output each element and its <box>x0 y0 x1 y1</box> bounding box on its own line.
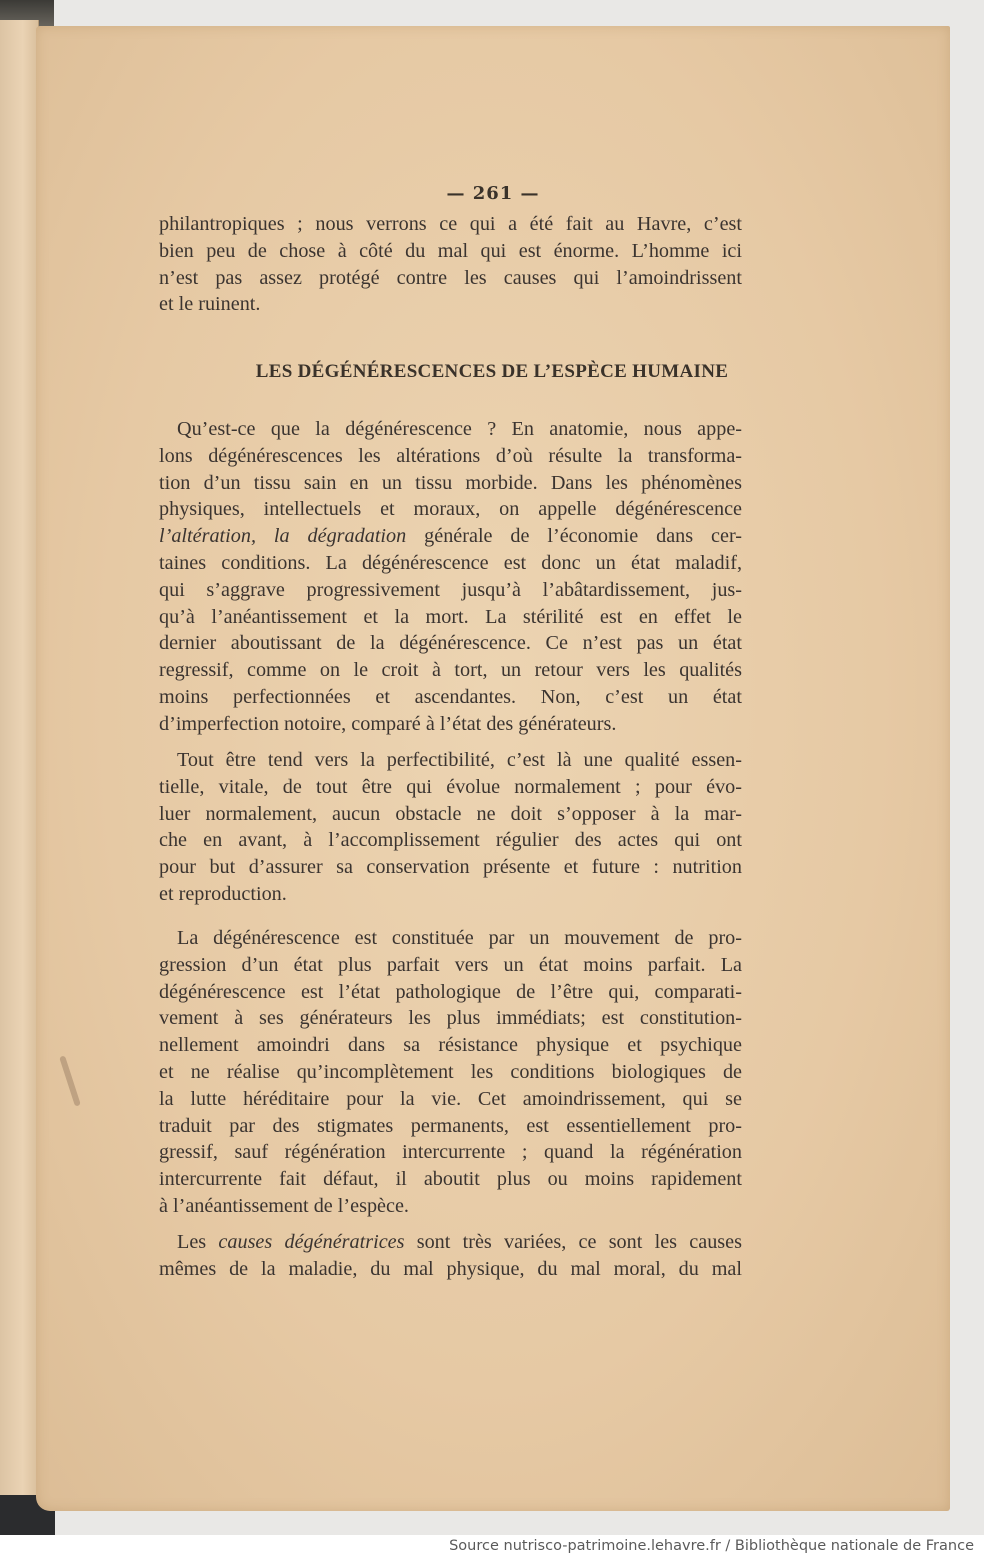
section-heading: LES DÉGÉNÉRESCENCES DE L’ESPÈCE HUMAINE <box>255 361 729 382</box>
text-line: gressif, sauf régénération intercurrente ; quand la régénération <box>159 1141 742 1164</box>
text-line: philantropiques ; nous verrons ce qui a été fait au Havre, c’est <box>159 213 742 235</box>
text-line: bien peu de chose à côté du mal qui est énorme. L’homme ici <box>159 239 742 262</box>
paragraph-causes <box>159 1229 742 1283</box>
italic-emphasis: l’altération, la dégradation <box>159 525 407 548</box>
text-line: à l’anéantissement de l’espèce. <box>159 1194 409 1217</box>
facing-page-edge <box>0 20 39 1495</box>
text-line: nellement amoindri dans sa résistance physique et psychique <box>159 1034 742 1057</box>
text-line: tion d’un tissu sain en un tissu morbide. Dans les phénomènes <box>159 471 742 494</box>
text-line: pour but d’assurer sa conservation présente et future : nutrition <box>159 856 742 879</box>
text-line: La dégénérescence est constituée par un mouvement de pro- <box>177 927 742 949</box>
text-line: gression d’un état plus parfait vers un état moins parfait. La <box>159 953 742 976</box>
text-line: n’est pas assez protégé contre les causes qui l’amoindrissent <box>159 266 742 289</box>
text-line: luer normalement, aucun obstacle ne doit s’opposer à la mar- <box>159 802 742 825</box>
text-line: qu’à l’anéantissement et la mort. La stérilité est en effet le <box>159 605 742 628</box>
text-line: traduit par des stigmates permanents, est essentiellement pro- <box>159 1114 742 1137</box>
text-line: lons dégénérescences les altérations d’où résulte la transforma- <box>159 444 742 467</box>
paragraph-progression <box>159 925 742 1220</box>
text-line: dégénérescence est l’état pathologique de l’être qui, comparati- <box>159 980 742 1003</box>
text-line: intercurrente fait défaut, il aboutit plus ou moins rapidement <box>159 1168 742 1191</box>
text-line: qui s’aggrave progressivement jusqu’à l’abâtardissement, jus- <box>159 578 742 601</box>
paragraph-intro <box>159 211 742 318</box>
text-line: la lutte héréditaire pour la vie. Cet amoindrissement, qui se <box>159 1087 742 1110</box>
text-line: Les causes dégénératrices sont très variées, ce sont les causes <box>177 1231 742 1253</box>
text-line: et ne réalise qu’incomplètement les conditions biologiques de <box>159 1060 742 1083</box>
paragraph-perfectibility <box>159 747 742 908</box>
text-line: mêmes de la maladie, du mal physique, du mal moral, du mal <box>159 1257 742 1280</box>
text-line: taines conditions. La dégénérescence est donc un état maladif, <box>159 551 742 574</box>
text-line: tielle, vitale, de tout être qui évolue normalement ; pour évo- <box>159 775 742 798</box>
text-line: et le ruinent. <box>159 293 261 316</box>
text-line: physiques, intellectuels et moraux, on appelle dégénérescence <box>159 498 742 521</box>
text-line: moins perfectionnées et ascendantes. Non, c’est un état <box>159 685 742 708</box>
text-line: dernier aboutissant de la dégénérescence. Ce n’est pas un état <box>159 632 742 655</box>
text-line: regressif, comme on le croit à tort, un retour vers les qualités <box>159 659 742 682</box>
text-line: d’imperfection notoire, comparé à l’état des générateurs. <box>159 712 617 735</box>
italic-emphasis: causes dégénératrices <box>218 1231 405 1253</box>
text-line: Qu’est-ce que la dégénérescence ? En anatomie, nous appe- <box>177 418 742 440</box>
source-credit: Source nutrisco-patrimoine.lehavre.fr / Bibliothèque nationale de France <box>449 1538 974 1554</box>
paragraph-definition <box>159 416 742 738</box>
page-number: — 261 — <box>446 183 540 204</box>
text-line: l’altération, la dégradation générale de l’économie dans cer- <box>159 525 742 548</box>
text-line: vement à ses générateurs les plus immédiats; est constitution- <box>159 1007 742 1030</box>
text-line: et reproduction. <box>159 882 287 905</box>
text-line: Tout être tend vers la perfectibilité, c’est là une qualité essen- <box>177 749 742 771</box>
text-line: che en avant, à l’accomplissement régulier des actes qui ont <box>159 829 742 852</box>
